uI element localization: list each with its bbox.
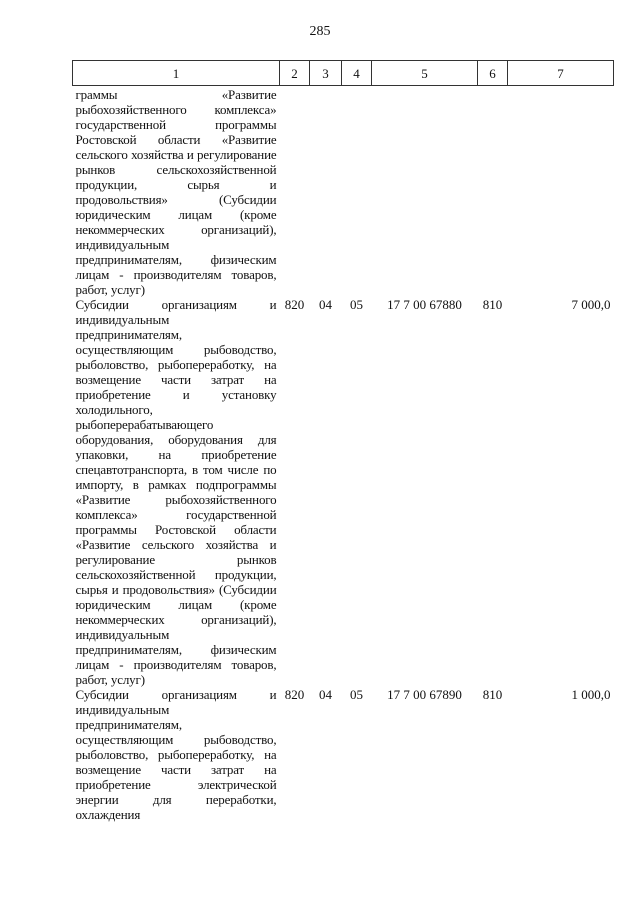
column-header-6: 6 (478, 61, 508, 86)
row-description: Субсидии организациям и индивидуальным предпринимателям, осуществляющим рыбоводство, рыболовство, рыбопереработку, на возмещение части затрат на приобретение и установку холодильного, рыбоперерабатывающего оборудования, оборудования для упаковки, на приобретение спецавтотранспорта, в том числе по импорту, в рамках подпрограммы «Развитие рыбохозяйственного комплекса» государственной программы Ростовской области «Развитие сельского хозяйства и регулирование рынков сельскохозяйственной продукции, сырья и продовольствия» (Субсидии юридическим лицам (кроме некоммерческих организаций), индивидуальным предпринимателям, физическим лицам - производителям товаров, работ, услуг) (75, 297, 277, 687)
column-header-1: 1 (73, 61, 280, 86)
row-amount: 7 000,0 (571, 297, 611, 312)
column-header-5: 5 (372, 61, 478, 86)
row-section-code (310, 86, 342, 298)
row-description: Субсидии организациям и индивидуальным предпринимателям, осуществляющим рыбоводство, рыболовство, рыбопереработку, на возмещение части затрат на приобретение электрической энергии для переработки, охлаждения (75, 687, 277, 822)
table-row (73, 687, 614, 822)
row-section-code: 04 (319, 687, 332, 702)
row-section-code: 04 (319, 297, 332, 312)
row-target-code (372, 86, 478, 298)
row-expense-type (478, 86, 508, 298)
row-ministry-code: 820 (284, 297, 305, 312)
header-row (73, 61, 614, 86)
column-header-4: 4 (342, 61, 372, 86)
table-row (73, 297, 614, 687)
row-subsection-code: 05 (350, 687, 363, 702)
row-subsection-code: 05 (350, 297, 363, 312)
row-description: граммы «Развитие рыбохозяйственного комплекса» государственной программы Ростовской области «Развитие сельского хозяйства и регулирование рынков сельскохозяйственной продукции, сырья и продовольствия» (Субсидии юридическим лицам (кроме некоммерческих организаций), индивидуальным предпринимателям, физическим лицам - производителям товаров, работ, услуг) (75, 87, 277, 297)
row-target-code: 17 7 00 67890 (387, 687, 462, 702)
row-ministry-code (280, 86, 310, 298)
page-number: 285 (309, 24, 331, 39)
row-amount: 1 000,0 (571, 687, 611, 702)
table-row (73, 86, 614, 298)
row-expense-type: 810 (482, 687, 503, 702)
budget-table (72, 60, 614, 822)
column-header-3: 3 (310, 61, 342, 86)
column-header-2: 2 (280, 61, 310, 86)
row-ministry-code: 820 (284, 687, 305, 702)
row-subsection-code (342, 86, 372, 298)
column-header-7: 7 (508, 61, 614, 86)
row-amount (508, 86, 614, 298)
row-expense-type: 810 (482, 297, 503, 312)
row-target-code: 17 7 00 67880 (387, 297, 462, 312)
